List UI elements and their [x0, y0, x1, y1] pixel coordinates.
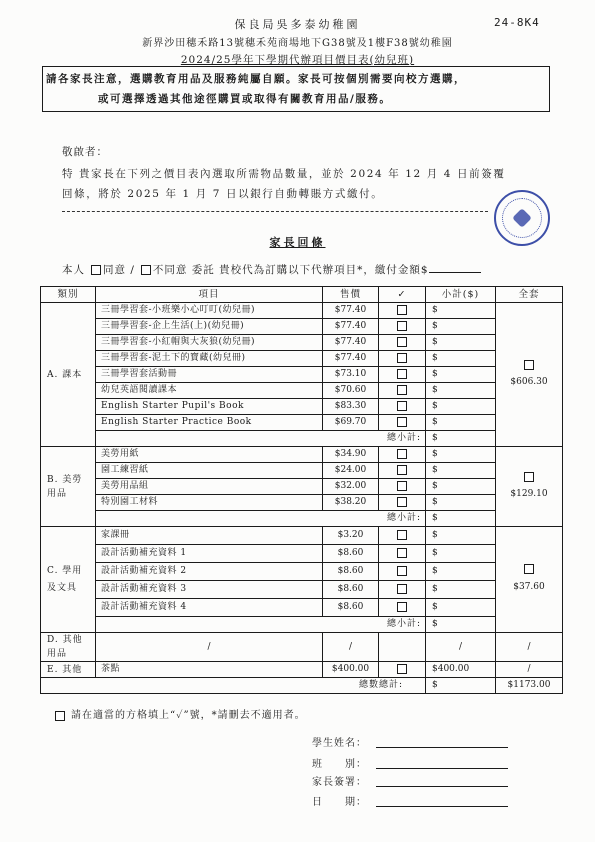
- header-item: 項目: [96, 287, 323, 303]
- item-checkbox[interactable]: [397, 548, 407, 558]
- item-subtotal-field[interactable]: $: [426, 351, 496, 367]
- item-checkbox[interactable]: [397, 353, 407, 363]
- grand-total-label: 總數總計:: [41, 678, 426, 694]
- item-price: $8.60: [323, 563, 379, 581]
- table-row: [41, 399, 563, 415]
- category-cell-d: [41, 633, 96, 662]
- full-set-price: $37.60: [513, 581, 545, 592]
- item-subtotal-field[interactable]: $: [426, 447, 496, 463]
- item-checkbox[interactable]: [397, 566, 407, 576]
- table-row: [41, 383, 563, 399]
- item-checkbox[interactable]: [397, 401, 407, 411]
- item-name: 幼兒英語閱讀課本: [96, 383, 323, 399]
- section-total-row: [41, 431, 563, 447]
- category-label: B. 美勞: [47, 474, 83, 485]
- item-check-cell: [379, 319, 426, 335]
- tear-off-line: [62, 211, 488, 212]
- grand-total-full-set: $1173.00: [496, 678, 563, 694]
- item-price: $77.40: [323, 303, 379, 319]
- category-cell-e: [41, 662, 96, 678]
- full-set-cell-a: [496, 303, 563, 447]
- item-check-cell: [379, 351, 426, 367]
- student-name-label: 學生姓名：: [312, 738, 367, 749]
- category-label: A. 課本: [47, 369, 83, 380]
- item-check-cell: [379, 303, 426, 319]
- agree-checkbox[interactable]: [91, 265, 101, 275]
- category-label: D. 其他: [47, 635, 83, 645]
- item-price: /: [323, 633, 379, 662]
- table-row: [41, 599, 563, 617]
- item-subtotal-field[interactable]: $: [426, 563, 496, 581]
- item-check-cell: [379, 447, 426, 463]
- date-field[interactable]: [376, 806, 508, 807]
- grand-total-row: [41, 678, 563, 694]
- item-name: 設計活動補充資料 2: [96, 563, 323, 581]
- item-price: $83.30: [323, 399, 379, 415]
- document-title: [0, 52, 595, 67]
- consent-suffix: 委託 貴校代為訂購以下代辦項目*，繳付金額$: [191, 264, 429, 276]
- item-check-cell: [379, 545, 426, 563]
- student-name-field[interactable]: [376, 747, 508, 748]
- item-name: 三冊學習套-小紅帽與大灰狼(幼兒冊): [96, 335, 323, 351]
- table-row: [41, 415, 563, 431]
- parent-signature-field[interactable]: [376, 786, 508, 787]
- example-checkbox: [55, 711, 65, 721]
- item-checkbox[interactable]: [397, 465, 407, 475]
- consent-prefix: 本人: [62, 264, 85, 276]
- table-row: [41, 581, 563, 599]
- header-category: 類別: [41, 287, 96, 303]
- agree-label: 同意: [103, 264, 126, 276]
- item-price: $77.40: [323, 335, 379, 351]
- item-checkbox[interactable]: [397, 385, 407, 395]
- item-name: 美勞用品組: [96, 479, 323, 495]
- disagree-checkbox[interactable]: [141, 265, 151, 275]
- date-label: 日 期：: [312, 797, 367, 808]
- item-name: 特別園工材料: [96, 495, 323, 511]
- item-price: $8.60: [323, 545, 379, 563]
- item-price: $3.20: [323, 527, 379, 545]
- item-subtotal-field[interactable]: $: [426, 463, 496, 479]
- school-address: 新界沙田穗禾路13號穗禾苑商場地下G38號及1樓F38號幼稚園: [142, 38, 453, 49]
- category-label: E. 其他: [47, 664, 83, 675]
- item-subtotal-field[interactable]: $: [426, 527, 496, 545]
- item-check-cell: [379, 633, 426, 662]
- header-check: ✓: [379, 287, 426, 303]
- item-checkbox[interactable]: [397, 337, 407, 347]
- item-name: /: [96, 633, 323, 662]
- class-field[interactable]: [376, 768, 508, 769]
- item-check-cell: [379, 563, 426, 581]
- item-subtotal: $400.00: [426, 662, 496, 678]
- letter-line-1: 特 貴家長在下列之價目表內選取所需物品數量，並於 2024 年 12 月 4 日前簽覆: [62, 168, 506, 180]
- item-subtotal-field[interactable]: $: [426, 399, 496, 415]
- item-subtotal: /: [426, 633, 496, 662]
- seal-ring: [502, 198, 542, 238]
- class-label: 班 別：: [312, 759, 367, 770]
- item-price: $69.70: [323, 415, 379, 431]
- item-check-cell: [379, 495, 426, 511]
- section-total-field[interactable]: $: [426, 617, 496, 633]
- item-check-cell: [379, 383, 426, 399]
- item-subtotal-field[interactable]: $: [426, 599, 496, 617]
- instruction-text: 請在適當的方格填上“✓”號，*請刪去不適用者。: [71, 710, 306, 721]
- table-row: [41, 335, 563, 351]
- item-name: 三冊學習套活動冊: [96, 367, 323, 383]
- category-label: 用品: [47, 649, 68, 659]
- header-price: 售價: [323, 287, 379, 303]
- item-check-cell: [379, 599, 426, 617]
- item-checkbox[interactable]: [397, 305, 407, 315]
- amount-field[interactable]: [429, 262, 481, 273]
- table-row: [41, 463, 563, 479]
- consent-separator: /: [130, 264, 135, 276]
- header-full-set: 全套: [496, 287, 563, 303]
- item-check-cell: [379, 479, 426, 495]
- full-set-price: $606.30: [510, 377, 548, 387]
- full-set-price: $129.10: [510, 489, 548, 499]
- item-price: $73.10: [323, 367, 379, 383]
- notice-line-1: 請各家長注意，選購教育用品及服務純屬自願。家長可按個別需要向校方選購，: [46, 73, 466, 85]
- item-check-cell: [379, 367, 426, 383]
- item-name: 美勞用紙: [96, 447, 323, 463]
- item-name: 設計活動補充資料 1: [96, 545, 323, 563]
- table-row: [41, 351, 563, 367]
- item-check-cell: [379, 662, 426, 678]
- table-row: [41, 367, 563, 383]
- item-name: 設計活動補充資料 4: [96, 599, 323, 617]
- item-price: $8.60: [323, 581, 379, 599]
- category-cell-c: [41, 527, 96, 633]
- table-row: [41, 303, 563, 319]
- item-subtotal-field[interactable]: $: [426, 581, 496, 599]
- item-check-cell: [379, 415, 426, 431]
- item-name: English Starter Practice Book: [96, 415, 323, 431]
- letter-line-2: 回條，將於 2025 年 1 月 7 日以銀行自動轉賬方式繳付。: [62, 188, 384, 200]
- item-price: $77.40: [323, 319, 379, 335]
- item-name: 三冊學習套-小班樂小心叮叮(幼兒冊): [96, 303, 323, 319]
- section-total-row: [41, 511, 563, 527]
- section-total-label: 總小計:: [96, 511, 426, 527]
- school-name: 保良局吳多泰幼稚園: [234, 18, 361, 31]
- table-row: [41, 319, 563, 335]
- table-row: [41, 479, 563, 495]
- header-subtotal: 小計($): [426, 287, 496, 303]
- item-check-cell: [379, 463, 426, 479]
- section-total-label: 總小計:: [96, 617, 426, 633]
- item-name: 三冊學習套-企上生活(上)(幼兒冊): [96, 319, 323, 335]
- table-row-other-supplies: [41, 633, 563, 662]
- table-header-row: [41, 287, 563, 303]
- table-row: [41, 563, 563, 581]
- instruction-note: [55, 706, 306, 721]
- item-price: $400.00: [323, 662, 379, 678]
- item-check-cell: [379, 335, 426, 351]
- item-check-cell: [379, 527, 426, 545]
- item-checkbox[interactable]: [397, 481, 407, 491]
- table-row: [41, 545, 563, 563]
- item-name: 設計活動補充資料 3: [96, 581, 323, 599]
- price-table: [40, 286, 563, 694]
- full-set-checkbox[interactable]: [524, 564, 534, 574]
- table-row: [41, 495, 563, 511]
- item-checkbox[interactable]: [397, 602, 407, 612]
- salutation: 敬啟者：: [62, 146, 108, 158]
- item-name: English Starter Pupil's Book: [96, 399, 323, 415]
- item-checkbox[interactable]: [397, 417, 407, 427]
- reply-slip-title-text: 家長回條: [269, 236, 326, 249]
- item-price: $24.00: [323, 463, 379, 479]
- item-subtotal-field[interactable]: $: [426, 367, 496, 383]
- section-total-field[interactable]: $: [426, 431, 496, 447]
- item-price: $77.40: [323, 351, 379, 367]
- item-check-cell: [379, 581, 426, 599]
- disagree-label: 不同意: [152, 264, 188, 276]
- category-label: C. 學用: [47, 565, 83, 576]
- item-checkbox[interactable]: [397, 497, 407, 507]
- reply-slip-title: [0, 234, 595, 250]
- item-price: $32.00: [323, 479, 379, 495]
- category-cell-b: [41, 447, 96, 527]
- full-set-checkbox[interactable]: [524, 360, 534, 370]
- full-set-cell-c: [496, 527, 563, 633]
- full-set-value: /: [496, 633, 563, 662]
- table-row: [41, 447, 563, 463]
- document-title-text: 2024/25學年下學期代辦項目價目表(幼兒班): [180, 54, 415, 66]
- full-set-cell-b: [496, 447, 563, 527]
- item-check-cell: [379, 399, 426, 415]
- form-code: 24-8K4: [494, 16, 540, 29]
- section-total-row: [41, 617, 563, 633]
- item-name: 園工練習紙: [96, 463, 323, 479]
- table-row-misc: [41, 662, 563, 678]
- item-subtotal-field[interactable]: $: [426, 335, 496, 351]
- item-checkbox[interactable]: [397, 369, 407, 379]
- item-checkbox[interactable]: [397, 321, 407, 331]
- section-total-label: 總小計:: [96, 431, 426, 447]
- consent-line: [62, 262, 481, 277]
- item-name: 三冊學習套-泥土下的寶藏(幼兒冊): [96, 351, 323, 367]
- item-price: $38.20: [323, 495, 379, 511]
- item-subtotal-field[interactable]: $: [426, 415, 496, 431]
- item-subtotal-field[interactable]: $: [426, 319, 496, 335]
- item-name: 茶點: [96, 662, 323, 678]
- item-price: $70.60: [323, 383, 379, 399]
- item-checkbox[interactable]: [397, 530, 407, 540]
- item-subtotal-field[interactable]: $: [426, 495, 496, 511]
- category-cell-a: [41, 303, 96, 447]
- section-total-field[interactable]: $: [426, 511, 496, 527]
- notice-line-2: 或可選擇透過其他途徑購買或取得有關教育用品/服務。: [98, 93, 392, 105]
- table-row: [41, 527, 563, 545]
- full-set-checkbox[interactable]: [524, 472, 534, 482]
- item-price: $8.60: [323, 599, 379, 617]
- item-price: $34.90: [323, 447, 379, 463]
- category-label: 用品: [47, 488, 68, 499]
- item-name: 家課冊: [96, 527, 323, 545]
- category-label: 及文具: [47, 582, 78, 593]
- parent-signature-label: 家長簽署：: [312, 777, 367, 788]
- item-subtotal-field[interactable]: $: [426, 479, 496, 495]
- item-checkbox[interactable]: [397, 449, 407, 459]
- full-set-value: /: [496, 662, 563, 678]
- item-checkbox[interactable]: [397, 584, 407, 594]
- item-checkbox[interactable]: [397, 664, 407, 674]
- item-subtotal-field[interactable]: $: [426, 303, 496, 319]
- item-subtotal-field[interactable]: $: [426, 383, 496, 399]
- item-subtotal-field[interactable]: $: [426, 545, 496, 563]
- seal-emblem-icon: [512, 208, 532, 228]
- grand-total-field[interactable]: $: [426, 678, 496, 694]
